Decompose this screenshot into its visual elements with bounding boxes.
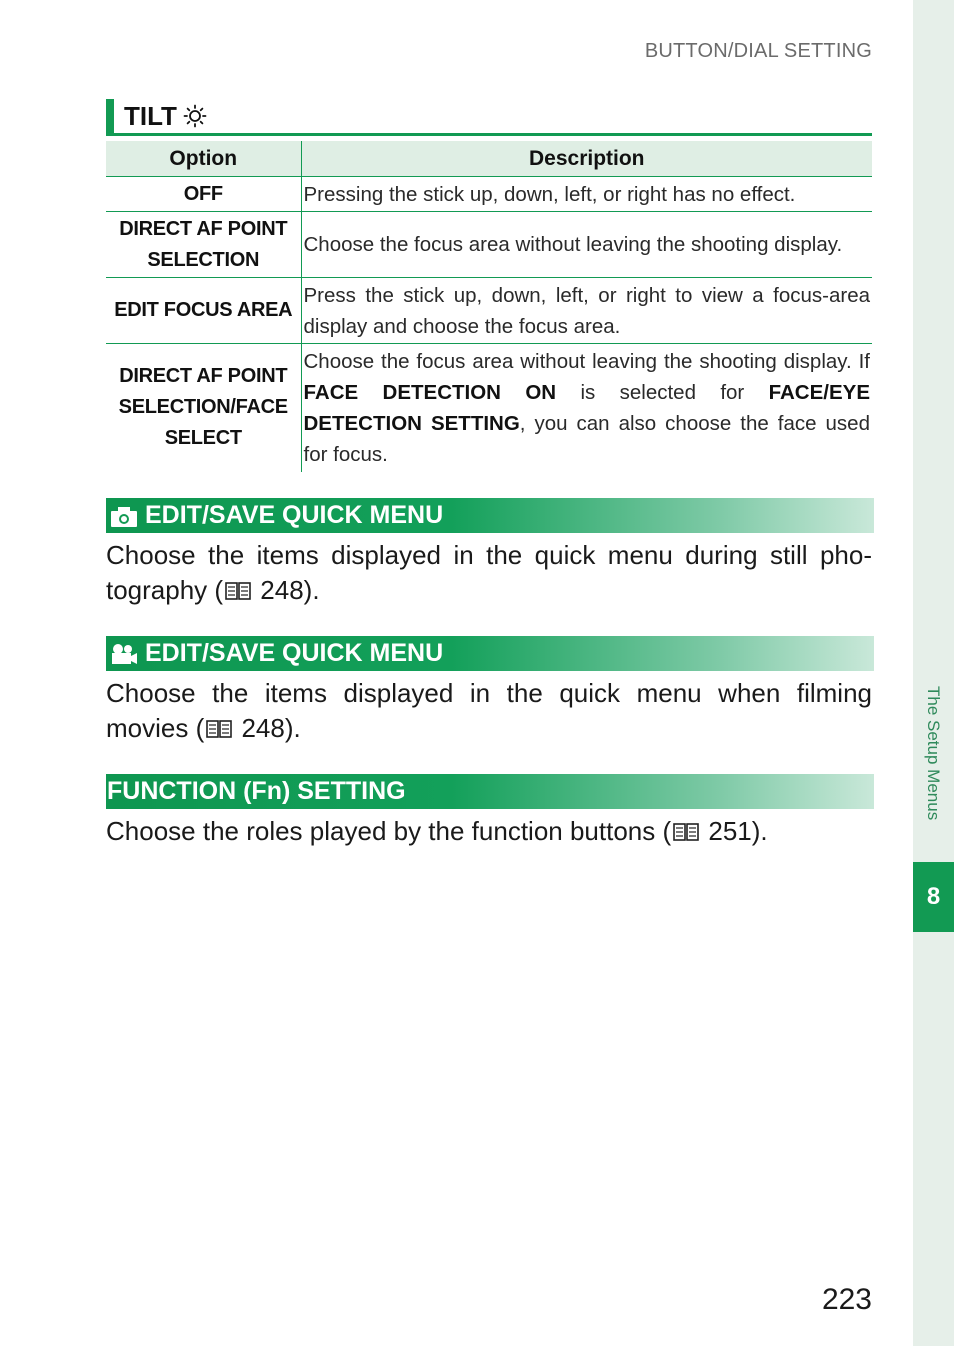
description-text: Choose the focus area without leaving the shooting display. If [303,349,870,373]
body-text: Choose the items displayed in the quick menu when filming movies ( [106,678,872,743]
option-cell [106,278,301,344]
table-row [106,278,872,344]
section-body-still-quick-menu [106,538,872,608]
option-line: EDIT FOCUS AREA [114,299,293,321]
description-cell [301,344,872,472]
option-line: SELECT [164,427,242,450]
table-row [106,344,872,472]
section-banner-function-setting [106,774,874,809]
body-text: Choose the items displayed in the quick menu during still photography ( [106,540,872,605]
section-body-function-setting [106,814,872,849]
option-line: DIRECT AF POINT [119,365,288,388]
page-ref-text[interactable]: 248). [253,575,320,605]
description-bold-text: FACE/EYE DETECTION SETTING [303,380,870,435]
sun-icon [183,104,207,128]
option-line: OFF [183,182,223,205]
side-strip [913,0,954,1346]
running-head: BUTTON/DIAL SETTING [644,40,872,62]
body-text: Choose the roles played by the function buttons ( [106,816,672,846]
book-icon [673,822,699,842]
option-cell [106,344,301,472]
section-title: EDIT/SAVE QUICK MENU [145,501,444,529]
column-header-option: Option [106,141,301,177]
section-title: EDIT/SAVE QUICK MENU [145,639,444,667]
tilt-options-table [106,141,872,472]
chapter-label [913,686,954,856]
chapter-label-text: The Setup Menus [924,686,943,821]
chapter-tab[interactable]: 8 [913,862,954,932]
page-ref-text[interactable]: 248). [234,713,301,743]
description-cell: Choose the focus area without leaving the shooting display. [301,212,872,278]
description-cell: Press the stick up, down, left, or right to view a focus-area display and choose the focus area. [301,278,872,344]
option-line: DIRECT AF POINT [119,217,288,240]
book-icon [225,581,251,601]
page-ref-text[interactable]: 251). [701,816,768,846]
column-header-description: Description [301,141,872,177]
option-cell [106,177,301,212]
description-cell: Pressing the stick up, down, left, or right has no effect. [301,177,872,212]
section-banner-still-quick-menu [106,498,874,533]
section-title: FUNCTION (Fn) SETTING [107,777,406,805]
tilt-title: TILT [124,100,177,131]
book-icon [206,719,232,739]
table-row [106,212,872,278]
option-line: SELECTION/FACE [118,396,288,419]
section-banner-movie-quick-menu [106,636,874,671]
description-bold-text: FACE DETECTION ON [303,380,557,404]
movie-camera-icon [109,642,139,666]
description-text: , you can also choose the face used for focus. [303,411,870,466]
option-cell [106,212,301,278]
camera-icon [109,504,139,528]
description-text: is selected for [556,380,769,404]
page-number: 223 [821,1283,872,1316]
table-header-row [106,141,872,177]
table-row [106,177,872,212]
heading-accent-bar [106,99,114,133]
option-line: SELECTION [147,248,260,271]
tilt-heading [106,99,872,136]
section-body-movie-quick-menu [106,676,872,746]
